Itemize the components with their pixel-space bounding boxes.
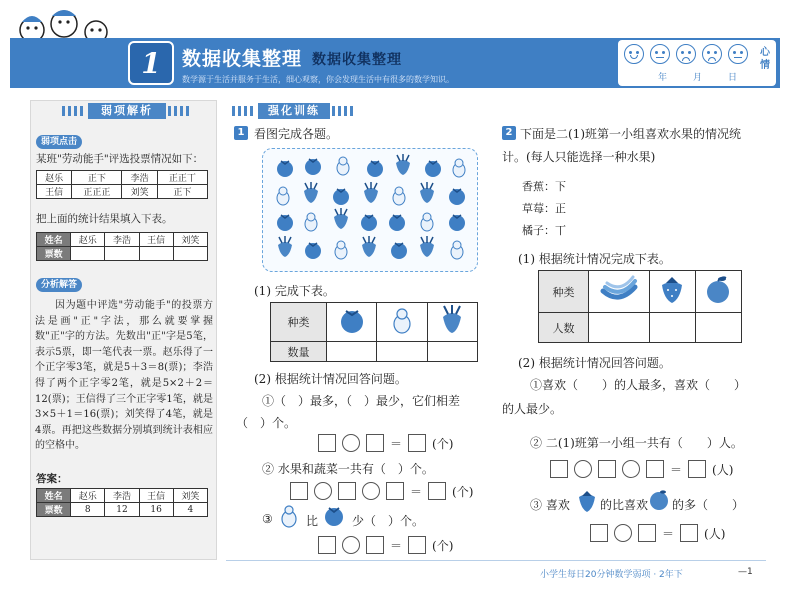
table-header: 刘笑 bbox=[173, 489, 207, 503]
fruit-tally-item bbox=[522, 178, 566, 194]
answer-box[interactable] bbox=[366, 434, 384, 452]
answer-blank[interactable] bbox=[695, 313, 741, 343]
table-cell: 正下 bbox=[72, 171, 122, 185]
q1-part3-compare: 比 bbox=[306, 514, 319, 528]
fruit-name: 草莓： bbox=[522, 202, 555, 215]
table-header: 李浩 bbox=[105, 489, 139, 503]
date-day-label: 日 bbox=[728, 73, 738, 83]
tomato-icon bbox=[322, 504, 346, 528]
table-cell: 12 bbox=[105, 503, 139, 517]
equation-row: ＝ (个) bbox=[318, 434, 453, 452]
fruit-tally-item bbox=[522, 222, 566, 238]
fruit-tally-item bbox=[522, 200, 566, 216]
practice-title: 强化训练 bbox=[258, 103, 330, 119]
table-header: 赵乐 bbox=[71, 233, 105, 247]
lesson-number-box bbox=[128, 41, 174, 85]
pear-icon bbox=[337, 157, 349, 175]
answer-blank[interactable] bbox=[327, 342, 377, 362]
table-row-label: 人数 bbox=[539, 313, 589, 343]
table-header: 赵乐 bbox=[71, 489, 105, 503]
table-header: 姓名 bbox=[37, 489, 71, 503]
table-row bbox=[37, 233, 208, 247]
unit-label: (个) bbox=[432, 538, 454, 553]
radish-icon bbox=[420, 182, 434, 203]
tomato-icon bbox=[305, 243, 321, 259]
answer-box[interactable] bbox=[646, 460, 664, 478]
fruit-row-3 bbox=[277, 208, 465, 231]
vote-tally-table bbox=[36, 170, 208, 199]
radish-icon bbox=[437, 303, 467, 337]
pear-icon bbox=[393, 187, 405, 205]
q2-part3-c: 的多（ ） bbox=[672, 498, 745, 512]
radish-icon bbox=[304, 182, 318, 203]
q1-part3-rest: 少（ ）个。 bbox=[352, 514, 425, 528]
fruit-name: 香蕉： bbox=[522, 180, 555, 193]
q2-sub1: (1) 根据统计情况完成下表。 bbox=[518, 252, 671, 266]
weak-point-tag: 弱项点击 bbox=[36, 135, 82, 149]
lesson-title: 数据收集整理 bbox=[182, 48, 303, 70]
table-row bbox=[37, 489, 208, 503]
answer-box[interactable] bbox=[428, 482, 446, 500]
answer-box[interactable] bbox=[408, 434, 426, 452]
pear-icon bbox=[305, 213, 317, 231]
ribbon-decoration bbox=[332, 106, 356, 116]
table-cell bbox=[427, 303, 477, 342]
angry-face-icon[interactable] bbox=[728, 44, 748, 64]
answer-box[interactable] bbox=[408, 536, 426, 554]
radish-icon bbox=[362, 236, 376, 257]
tomato-icon bbox=[337, 305, 367, 335]
tomato-icon bbox=[449, 189, 465, 205]
orange-icon bbox=[703, 274, 733, 306]
fruit-tally: 下 bbox=[555, 180, 566, 193]
unit-label: (人) bbox=[712, 462, 734, 477]
question-number-2: 2 bbox=[502, 126, 516, 140]
pear-icon bbox=[335, 241, 347, 259]
footer-divider bbox=[226, 560, 766, 561]
table-row bbox=[271, 303, 478, 342]
q2-part1-line2: 的人最少。 bbox=[502, 402, 563, 416]
answer-box[interactable] bbox=[590, 524, 608, 542]
operator-circle[interactable] bbox=[342, 536, 360, 554]
mood-label: 心情 bbox=[760, 47, 770, 71]
table-cell: 王信 bbox=[37, 185, 72, 199]
radish-icon bbox=[278, 236, 292, 257]
lesson-subtitle: 数据收集整理 bbox=[312, 52, 402, 68]
table-cell: 赵乐 bbox=[37, 171, 72, 185]
answer-box[interactable] bbox=[318, 536, 336, 554]
operator-circle[interactable] bbox=[362, 482, 380, 500]
q2-count-table[interactable] bbox=[538, 270, 742, 343]
table-row bbox=[37, 247, 208, 261]
equation-row: ＝ (个) bbox=[318, 536, 453, 554]
q1-part2: ② 水果和蔬菜一共有（ ）个。 bbox=[262, 462, 434, 476]
q2-part3-a: ③ 喜欢 bbox=[530, 498, 570, 512]
equation-row: ＝ (人) bbox=[590, 524, 725, 542]
unit-label: (个) bbox=[432, 436, 454, 451]
table-cell bbox=[589, 271, 650, 313]
fruit-picture-box bbox=[262, 148, 478, 272]
answer-box[interactable] bbox=[688, 460, 706, 478]
answer-blank[interactable] bbox=[649, 313, 695, 343]
fruit-picture bbox=[263, 149, 479, 273]
table-header: 姓名 bbox=[37, 233, 71, 247]
fruit-tally: 丅 bbox=[555, 224, 566, 237]
table-header: 刘笑 bbox=[173, 233, 207, 247]
table-header: 李浩 bbox=[105, 233, 139, 247]
vote-fill-table[interactable] bbox=[36, 232, 208, 261]
answer-blank[interactable] bbox=[589, 313, 650, 343]
date-row[interactable] bbox=[658, 70, 737, 83]
sad-face-icon[interactable] bbox=[676, 44, 696, 64]
strawberry-icon bbox=[657, 273, 687, 307]
happy-face-icon[interactable] bbox=[624, 44, 644, 64]
question-2-line1: 下面是二(1)班第一小组喜欢水果的情况统 bbox=[520, 127, 741, 141]
tomato-icon bbox=[277, 215, 293, 231]
answer-box[interactable] bbox=[318, 434, 336, 452]
answer-box[interactable] bbox=[366, 536, 384, 554]
radish-icon bbox=[420, 236, 434, 257]
fill-instruction: 把上面的统计结果填入下表。 bbox=[36, 213, 173, 225]
answer-blank[interactable] bbox=[139, 247, 173, 261]
tomato-icon bbox=[389, 215, 405, 231]
operator-circle[interactable] bbox=[314, 482, 332, 500]
q1-sub1: (1) 完成下表。 bbox=[254, 284, 335, 298]
ribbon-decoration bbox=[232, 106, 256, 116]
table-row-label: 票数 bbox=[37, 247, 71, 261]
banana-icon bbox=[599, 275, 639, 305]
table-row-label: 数量 bbox=[271, 342, 327, 362]
table-row bbox=[37, 171, 208, 185]
answer-box[interactable] bbox=[598, 460, 616, 478]
answer-table bbox=[36, 488, 208, 517]
weak-analysis-title: 弱项解析 bbox=[88, 103, 166, 119]
answer-blank[interactable] bbox=[105, 247, 139, 261]
table-row-label: 种类 bbox=[271, 303, 327, 342]
lesson-number: 1 bbox=[141, 47, 161, 80]
q1-part1-line1: ①（ ）最多，（ ）最少，它们相差 bbox=[262, 394, 461, 408]
operator-circle[interactable] bbox=[614, 524, 632, 542]
table-row bbox=[271, 342, 478, 362]
tomato-icon bbox=[361, 215, 377, 231]
table-row bbox=[539, 313, 742, 343]
q1-part3-num: ③ bbox=[262, 512, 273, 526]
unit-label: (人) bbox=[704, 526, 726, 541]
table-cell: 刘笑 bbox=[122, 185, 157, 199]
table-row-label: 票数 bbox=[37, 503, 71, 517]
answer-box[interactable] bbox=[680, 524, 698, 542]
fruit-row-1 bbox=[277, 154, 465, 177]
tomato-icon bbox=[367, 161, 383, 177]
answer-box[interactable] bbox=[386, 482, 404, 500]
strawberry-icon bbox=[576, 488, 598, 514]
tomato-icon bbox=[277, 161, 293, 177]
orange-icon bbox=[648, 488, 670, 512]
q2-part2: ② 二(1)班第一小组一共有（ ）人。 bbox=[530, 436, 743, 450]
footer-text: 小学生每日20分钟数学弱项 · 2年下 bbox=[540, 570, 683, 580]
table-header: 王信 bbox=[139, 233, 173, 247]
table-row-label: 种类 bbox=[539, 271, 589, 313]
tomato-icon bbox=[391, 243, 407, 259]
tomato-icon bbox=[449, 215, 465, 231]
answer-box[interactable] bbox=[290, 482, 308, 500]
analysis-text: 因为题中评选"劳动能手"的投票方法是画"正"字法，那么就要掌握数"正"字的方法。先数出"正"字是5笔，表示5票，即一笔代表一票。赵乐得了一个正字零3笔，就是5＋3＝8(票)；李浩得了两个正字零2笔，就是5×2＋2＝12(票)；王信得了三个正字零1笔，就是3×5＋1＝16(票)；刘笑得了4笔，就是4票。再把这些数据分别填到统计表相应的空格中。 bbox=[35, 300, 213, 452]
tomato-icon bbox=[305, 159, 321, 175]
fruit-row-4 bbox=[278, 236, 463, 259]
table-cell: 李浩 bbox=[122, 171, 157, 185]
radish-icon bbox=[364, 182, 378, 203]
table-cell: 4 bbox=[173, 503, 207, 517]
table-cell: 8 bbox=[71, 503, 105, 517]
date-year-label: 年 bbox=[658, 73, 668, 83]
fruit-row-2 bbox=[277, 182, 465, 205]
fruit-name: 橘子： bbox=[522, 224, 555, 237]
q1-count-table[interactable] bbox=[270, 302, 478, 362]
table-header: 王信 bbox=[139, 489, 173, 503]
answer-label: 答案： bbox=[36, 473, 68, 485]
answer-blank[interactable] bbox=[173, 247, 207, 261]
table-cell: 正下 bbox=[157, 185, 207, 199]
pear-icon bbox=[278, 504, 300, 528]
lesson-intro: 数学源于生活并服务于生活，细心观察，你会发现生活中有很多的数学知识。 bbox=[182, 75, 454, 84]
question-2-line2: 计。(每人只能选择一种水果) bbox=[502, 150, 656, 164]
q2-sub2: (2) 根据统计情况回答问题。 bbox=[518, 356, 671, 370]
pear-icon bbox=[277, 187, 289, 205]
table-cell bbox=[649, 271, 695, 313]
q2-part3-b: 的比喜欢 bbox=[600, 498, 649, 512]
question-number-1: 1 bbox=[234, 126, 248, 140]
operator-circle[interactable] bbox=[574, 460, 592, 478]
q1-part1-line2: （ ）个。 bbox=[236, 416, 297, 430]
equation-row: ＝ (个) bbox=[290, 482, 473, 500]
table-row bbox=[539, 271, 742, 313]
equation-row: ＝ (人) bbox=[550, 460, 733, 478]
q2-part1-line1: ①喜欢（ ）的人最多，喜欢（ ） bbox=[530, 378, 747, 392]
answer-box[interactable] bbox=[638, 524, 656, 542]
answer-blank[interactable] bbox=[71, 247, 105, 261]
question-1-text: 看图完成各题。 bbox=[254, 127, 339, 141]
table-row bbox=[37, 185, 208, 199]
tomato-icon bbox=[425, 161, 441, 177]
table-cell bbox=[695, 271, 741, 313]
unit-label: (个) bbox=[452, 484, 474, 499]
operator-circle[interactable] bbox=[622, 460, 640, 478]
answer-box[interactable] bbox=[550, 460, 568, 478]
table-cell bbox=[327, 303, 377, 342]
pear-icon bbox=[451, 241, 463, 259]
radish-icon bbox=[334, 208, 348, 229]
pear-icon bbox=[453, 159, 465, 177]
date-month-label: 月 bbox=[693, 73, 703, 83]
radish-icon bbox=[396, 154, 410, 175]
tomato-icon bbox=[333, 189, 349, 205]
table-cell: 正正丅 bbox=[157, 171, 207, 185]
fruit-tally: 正 bbox=[555, 202, 566, 215]
answer-box[interactable] bbox=[338, 482, 356, 500]
analysis-tag: 分析解答 bbox=[36, 278, 82, 292]
cry-face-icon[interactable] bbox=[702, 44, 722, 64]
q1-sub2: (2) 根据统计情况回答问题。 bbox=[254, 372, 407, 386]
neutral-face-icon[interactable] bbox=[650, 44, 670, 64]
mood-date-box bbox=[618, 40, 776, 86]
pear-icon bbox=[421, 213, 433, 231]
ribbon-decoration bbox=[62, 106, 86, 116]
table-cell bbox=[377, 303, 427, 342]
table-cell: 正正正 bbox=[72, 185, 122, 199]
page-number: —1 bbox=[738, 567, 753, 577]
answer-blank[interactable] bbox=[377, 342, 427, 362]
table-row bbox=[37, 503, 208, 517]
table-cell: 16 bbox=[139, 503, 173, 517]
pear-icon bbox=[387, 305, 417, 335]
ribbon-decoration bbox=[168, 106, 192, 116]
operator-circle[interactable] bbox=[342, 434, 360, 452]
answer-blank[interactable] bbox=[427, 342, 477, 362]
vote-question: 某班"劳动能手"评选投票情况如下： bbox=[36, 153, 204, 165]
